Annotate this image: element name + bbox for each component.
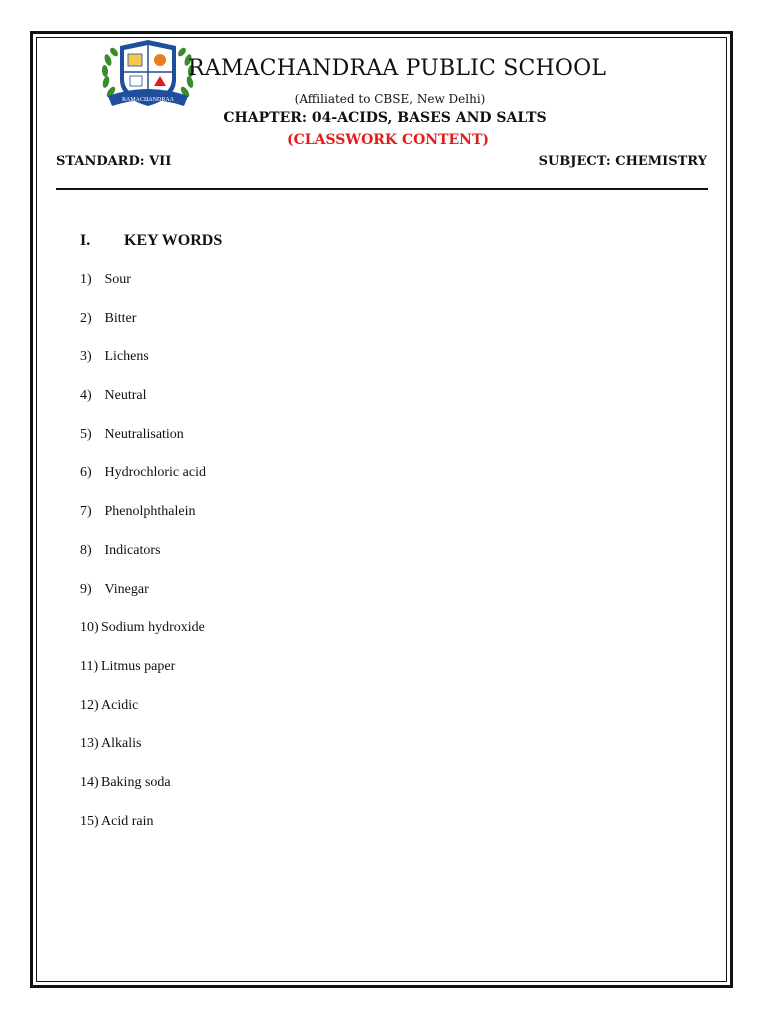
section-heading [80, 232, 222, 250]
section-number: I. [80, 232, 91, 249]
item-number: 14) [80, 774, 99, 790]
item-text: Neutral [104, 388, 147, 404]
item-number: 15) [80, 813, 99, 829]
item-text: Neutralisation [104, 426, 184, 442]
item-number: 13) [80, 736, 99, 752]
subject-label: SUBJECT: CHEMISTRY [538, 154, 707, 169]
list-item [80, 270, 206, 309]
key-words-list [80, 270, 206, 850]
list-item [80, 734, 206, 773]
list-item [80, 618, 206, 657]
item-text: Acid rain [101, 813, 154, 829]
item-number: 5) [80, 426, 92, 442]
item-number: 12) [80, 697, 99, 713]
item-text: Baking soda [101, 774, 171, 790]
list-item [80, 463, 206, 502]
item-text: Phenolphthalein [104, 504, 196, 520]
item-number: 6) [80, 465, 92, 481]
list-item [80, 580, 206, 619]
affiliation-note: (Affiliated to CBSE, New Delhi) [294, 92, 486, 106]
item-text: Litmus paper [101, 658, 176, 674]
list-item [80, 812, 206, 851]
header-divider [56, 188, 708, 190]
list-item [80, 773, 206, 812]
item-text: Indicators [104, 542, 161, 558]
chapter-title: CHAPTER: 04-ACIDS, BASES AND SALTS [223, 110, 547, 126]
item-text: Alkalis [101, 736, 142, 752]
item-number: 3) [80, 349, 92, 365]
list-item [80, 541, 206, 580]
item-text: Vinegar [104, 581, 149, 597]
list-item [80, 696, 206, 735]
item-text: Sour [104, 272, 131, 287]
item-text: Bitter [104, 310, 137, 326]
item-number: 2) [80, 310, 92, 326]
list-item [80, 425, 206, 464]
item-number: 1) [80, 272, 92, 287]
list-item [80, 657, 206, 696]
item-text: Lichens [104, 349, 149, 365]
standard-label: STANDARD: VII [56, 154, 172, 169]
list-item [80, 347, 206, 386]
item-number: 8) [80, 542, 92, 558]
svg-text:RAMACHANDRAA: RAMACHANDRAA [121, 97, 175, 103]
list-item [80, 386, 206, 425]
item-number: 4) [80, 388, 92, 404]
list-item [80, 502, 206, 541]
section-title: KEY WORDS [124, 232, 223, 249]
content-type-label: (CLASSWORK CONTENT) [286, 132, 490, 148]
item-number: 11) [80, 658, 99, 674]
list-item [80, 309, 206, 348]
item-number: 7) [80, 504, 92, 520]
school-name: RAMACHANDRAA PUBLIC SCHOOL [188, 56, 607, 81]
item-text: Sodium hydroxide [101, 620, 205, 636]
item-number: 10) [80, 620, 99, 636]
item-text: Hydrochloric acid [104, 465, 206, 481]
item-number: 9) [80, 581, 92, 597]
item-text: Acidic [101, 697, 139, 713]
